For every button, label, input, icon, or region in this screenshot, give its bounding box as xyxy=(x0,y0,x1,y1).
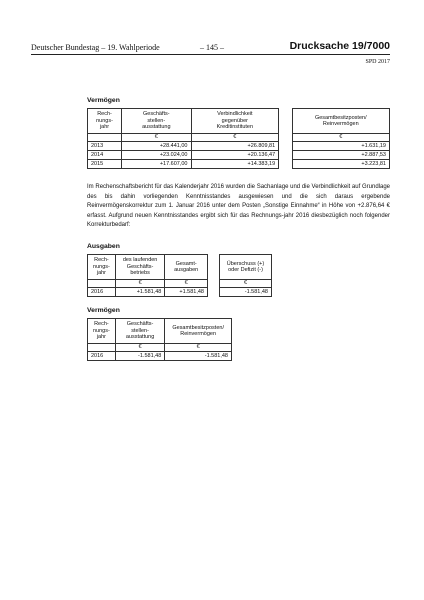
table-row xyxy=(220,288,272,297)
table4-title: Vermögen xyxy=(87,307,120,314)
table4-unit-row xyxy=(88,344,232,352)
table1-unit-row xyxy=(88,134,390,142)
table-cell: 2014 xyxy=(88,151,122,160)
table4 xyxy=(87,318,232,361)
table2-header-cell: Gesamt- ausgaben xyxy=(165,255,208,280)
table2 xyxy=(87,254,208,297)
header-rule xyxy=(31,54,390,55)
table4-header-cell: Rech- nungs- jahr xyxy=(88,319,116,344)
table-cell: +1.631,19 xyxy=(292,142,389,151)
body-paragraph: Im Rechenschaftsbericht für das Kalenderjahr 2016 wurden die Sachanlage und die Verbindlichkeit auf Grundlage des bis dahin vorliegenden Kenntnisstandes ausgewiesen und die sich daraus ergebende Reinvermögenskorrektur zum 1. Januar 2016 unter dem Posten „Sonstige Einnahme“ in Höhe von +2.876,64 € erfasst. Aufgrund neuen Kenntnisstandes ergibt sich für das Rechnungs-jahr 2016 diesbezüglich noch folgender Korrekturbedarf: xyxy=(87,184,390,229)
document-number-value: 7000 xyxy=(366,40,390,52)
table1-title: Vermögen xyxy=(87,97,120,104)
table1-header-cell: Geschäfts- stellen- ausstattung xyxy=(122,109,191,134)
table-cell: +20.136,47 xyxy=(191,151,279,160)
table-cell: +1.581,48 xyxy=(115,288,164,297)
table1-gap xyxy=(279,109,292,134)
table2-unit: € xyxy=(165,280,208,288)
running-header-left: Deutscher Bundestag – 19. Wahlperiode xyxy=(31,43,160,52)
table3-unit: € xyxy=(220,280,272,288)
table4-unit: € xyxy=(165,344,232,352)
table-cell: -1.581,48 xyxy=(115,352,164,361)
table-row xyxy=(88,151,390,160)
table2-title: Ausgaben xyxy=(87,243,120,250)
page-number: – 145 – xyxy=(200,43,224,52)
table1-header-cell: Gesamtbesitzposten/ Reinvermögen xyxy=(292,109,389,134)
table-cell: 2015 xyxy=(88,160,122,169)
header-subtitle: SPD 2017 xyxy=(365,59,390,65)
table1-unit: € xyxy=(292,134,389,142)
table3-unit-row xyxy=(220,280,272,288)
table2-unit: € xyxy=(115,280,164,288)
table2-header-cell: des laufenden Geschäfts- betriebs xyxy=(115,255,164,280)
table-row xyxy=(88,288,208,297)
table-cell: +26.809,81 xyxy=(191,142,279,151)
table-cell: +23.024,00 xyxy=(122,151,191,160)
table-cell: +14.383,19 xyxy=(191,160,279,169)
table-cell: +28.441,00 xyxy=(122,142,191,151)
table1-header-row xyxy=(88,109,390,134)
table3-header-row xyxy=(220,255,272,280)
table1-unit: € xyxy=(191,134,279,142)
table2-unit-row xyxy=(88,280,208,288)
table1-header-cell: Rech- nungs- jahr xyxy=(88,109,122,134)
table4-unit: € xyxy=(115,344,164,352)
table-cell: -1.581,48 xyxy=(165,352,232,361)
table-cell: +2.887,53 xyxy=(292,151,389,160)
table-row xyxy=(88,352,232,361)
table-cell: +1.581,48 xyxy=(165,288,208,297)
table-cell: 2016 xyxy=(88,352,116,361)
table-row xyxy=(88,160,390,169)
table-cell: +3.223,81 xyxy=(292,160,389,169)
table2-header-row xyxy=(88,255,208,280)
document-number xyxy=(290,40,390,52)
table1-unit: € xyxy=(122,134,191,142)
table-cell: -1.581,48 xyxy=(220,288,272,297)
table3 xyxy=(219,254,272,297)
table4-header-cell: Gesamtbesitzposten/ Reinvermögen xyxy=(165,319,232,344)
table2-header-cell: Rech- nungs- jahr xyxy=(88,255,116,280)
table-row xyxy=(88,142,390,151)
table3-header-cell: Überschuss (+) oder Defizit (-) xyxy=(220,255,272,280)
table-cell: +17.607,00 xyxy=(122,160,191,169)
table4-header-row xyxy=(88,319,232,344)
table1 xyxy=(87,108,390,169)
table1-header-cell: Verbindlichkeit gegenüber Kreditinstituten xyxy=(191,109,279,134)
table4-header-cell: Geschäfts- stellen- ausstattung xyxy=(115,319,164,344)
table-cell: 2013 xyxy=(88,142,122,151)
table-cell: 2016 xyxy=(88,288,116,297)
document-number-prefix: Drucksache 19/ xyxy=(289,40,367,52)
